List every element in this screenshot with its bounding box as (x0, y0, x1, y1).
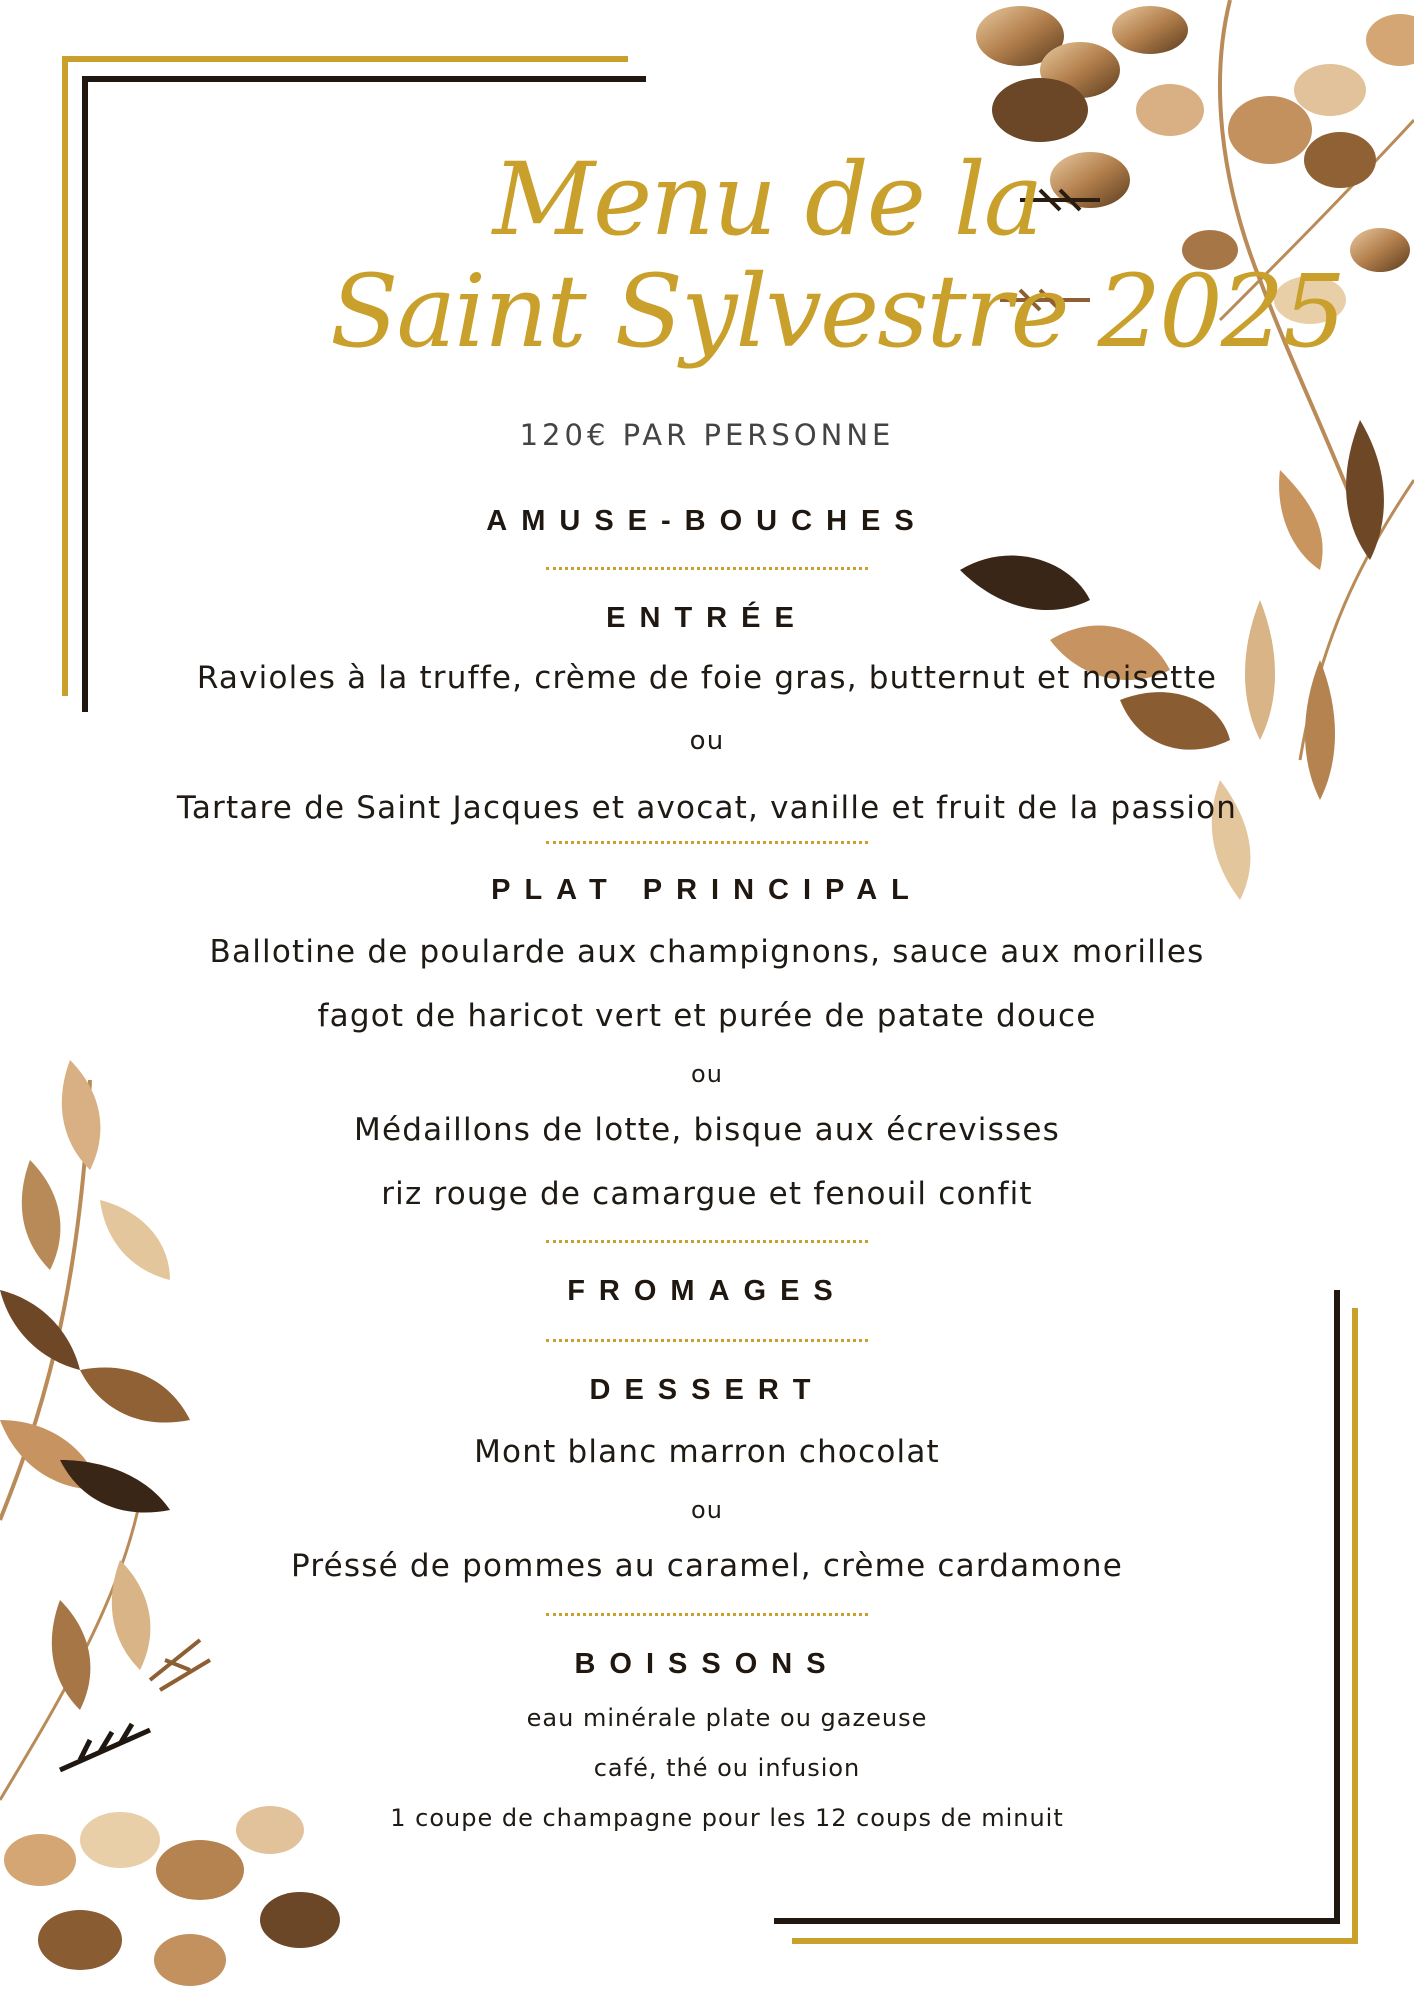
menu-title-line1: Menu de la (492, 141, 1042, 258)
dessert-option-1: Mont blanc marron chocolat (474, 1434, 940, 1470)
dessert-option-2: Préssé de pommes au caramel, crème cardamone (290, 1548, 1123, 1584)
divider (546, 1339, 868, 1342)
boissons-line-1: eau minérale plate ou gazeuse (526, 1704, 928, 1732)
section-heading-fromages: FROMAGES (567, 1275, 847, 1307)
plat-option-1-line-1: Ballotine de poularde aux champignons, sauce aux morilles (209, 934, 1205, 970)
section-heading-dessert: DESSERT (589, 1374, 825, 1406)
section-heading-entree: ENTRÉE (606, 602, 808, 634)
plat-option-2-line-2: riz rouge de camargue et fenouil confit (381, 1176, 1033, 1212)
entree-option-1: Ravioles à la truffe, crème de foie gras, butternut et noisette (196, 660, 1218, 696)
menu-title-line2: Saint Sylvestre 2025 (330, 253, 1344, 370)
price-per-person: 120€ PAR PERSONNE (519, 418, 895, 452)
section-heading-amuse-bouches: AMUSE-BOUCHES (486, 505, 928, 537)
divider (546, 841, 868, 844)
frame-bottom-right-dark-horizontal (774, 1918, 1340, 1924)
plat-or: ou (691, 1060, 723, 1088)
divider (546, 1240, 868, 1243)
entree-option-2: Tartare de Saint Jacques et avocat, vanille et fruit de la passion (176, 790, 1238, 826)
leaf-decoration-top-right-icon (960, 0, 1414, 920)
boissons-line-3: 1 coupe de champagne pour les 12 coups de minuit (390, 1804, 1064, 1832)
section-heading-boissons: BOISSONS (574, 1648, 840, 1680)
plat-option-1-line-2: fagot de haricot vert et purée de patate douce (317, 998, 1097, 1034)
entree-or: ou (689, 726, 725, 756)
divider (546, 567, 868, 570)
frame-top-left-gold-horizontal (62, 56, 628, 62)
divider (546, 1613, 868, 1616)
section-heading-plat-principal: PLAT PRINCIPAL (491, 874, 923, 906)
dessert-or: ou (691, 1496, 723, 1524)
frame-bottom-right-gold-horizontal (792, 1938, 1358, 1944)
plat-option-2-line-1: Médaillons de lotte, bisque aux écrevisses (354, 1112, 1060, 1148)
boissons-line-2: café, thé ou infusion (593, 1754, 861, 1782)
frame-top-left-dark-horizontal (82, 76, 646, 82)
